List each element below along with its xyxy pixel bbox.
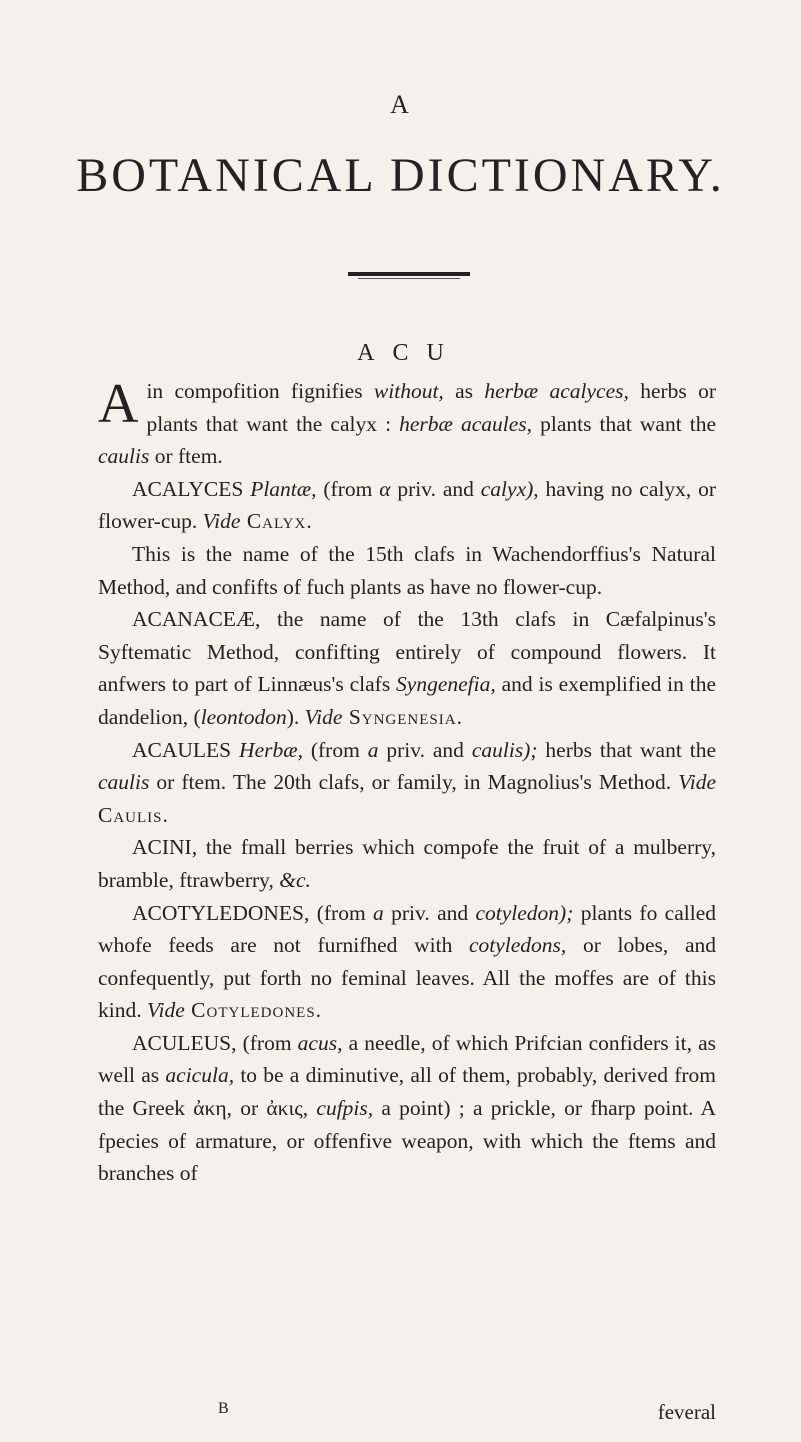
title-rule — [348, 272, 470, 276]
entry-text: plants that want the — [532, 411, 717, 436]
running-head: ACU — [357, 340, 462, 366]
entry-text: priv. and — [378, 737, 472, 762]
entry-text: Vide — [202, 509, 241, 534]
entry-text: calyx), — [480, 476, 539, 501]
entry-text: leontodon — [200, 704, 287, 729]
entry-text: having no calyx, or flower-cup. — [98, 476, 716, 534]
drop-cap: A — [98, 373, 139, 435]
entry-text: priv. and — [390, 476, 481, 501]
entry-text: or ftem. The 20th clafs, or family, in Magnolius's Method. — [149, 770, 679, 795]
entry-text: herbs or plants that want the calyx : — [146, 379, 716, 436]
entry-text: This is the name of the 15th clafs in Wachendorffius's Natural Method, and confifts of fuch plants as have no flower-cup. — [98, 541, 716, 599]
entry-text: Cotyledones. — [184, 998, 323, 1023]
dictionary-entry — [98, 734, 716, 832]
entry-text: Calyx. — [240, 509, 313, 534]
entry-text: ACINI, the fmall berries which compofe the fruit of a mulberry, bramble, ftrawberry, — [98, 835, 716, 892]
entry-text: herbs that want the — [537, 737, 716, 762]
entry-text: ). — [286, 704, 305, 729]
entry-text: ACALYCES — [132, 476, 251, 501]
dictionary-entry — [98, 473, 716, 538]
dictionary-entry — [98, 538, 716, 603]
entry-text: caulis — [98, 444, 150, 469]
dictionary-body — [98, 375, 716, 1190]
entry-text: α — [379, 476, 391, 501]
pretitle: A — [390, 90, 411, 119]
entry-text: &c. — [279, 867, 311, 892]
entry-text: herbæ acalyces, — [484, 379, 629, 403]
entry-text: a — [367, 737, 379, 762]
entry-text: (from — [302, 737, 368, 762]
dictionary-entry — [98, 1027, 716, 1190]
entry-text: to be a diminutive, all of them, probably, derived from the Greek ἀκη, or ἀκις, — [98, 1063, 716, 1121]
entry-text: as — [443, 379, 485, 403]
entry-text: Plantæ, — [250, 476, 317, 501]
title-rule-thin — [358, 278, 460, 279]
entry-text: a needle, of which Prifcian confiders it, as well as — [98, 1030, 716, 1088]
entry-text: and is exemplified in the dandelion, ( — [98, 672, 717, 729]
entry-text: Syngenesia. — [342, 704, 463, 729]
entry-text: Caulis. — [98, 802, 169, 827]
dictionary-entry — [98, 831, 716, 896]
entry-text: herbæ acaules, — [399, 411, 533, 436]
entry-text: plants fo called whofe feeds are not furnifhed with — [98, 900, 717, 958]
page-title: BOTANICAL DICTIONARY. — [76, 149, 725, 202]
entry-text: cotyledon); — [475, 900, 574, 925]
page-footer — [98, 1400, 716, 1430]
entry-text: caulis); — [471, 737, 538, 762]
entry-text: Syngenefia, — [396, 672, 496, 697]
signature-mark: B — [218, 1400, 229, 1417]
entry-text: ACOTYLEDONES, (from — [132, 900, 374, 925]
entry-text: ACAULES — [132, 737, 240, 762]
entry-text: cotyledons, — [468, 933, 567, 958]
entry-text: (from — [316, 476, 380, 501]
entry-text: cufpis, — [316, 1096, 374, 1121]
catchword: feveral — [657, 1400, 716, 1424]
entry-text: Vide — [304, 704, 343, 729]
entry-text: without, — [373, 379, 444, 403]
entry-text: caulis — [98, 770, 150, 795]
entry-text: priv. and — [383, 900, 476, 925]
entry-text: or lobes, and confequently, put forth no feminal leaves. All the moffes are of this kind. — [98, 933, 716, 1023]
entry-text: ACULEUS, (from — [132, 1030, 298, 1055]
entry-text: a — [373, 900, 384, 925]
entry-text: a point) ; a prickle, or fharp point. A fpecies of armature, or offenfive weapon, with which the ftems and branches of — [98, 1096, 716, 1186]
entry-text: Vide — [678, 770, 716, 795]
entry-text: Herbæ, — [239, 737, 303, 762]
entry-text: Vide — [146, 998, 185, 1023]
entry-text: in compofition fignifies — [146, 379, 374, 403]
dictionary-entry — [98, 603, 716, 733]
entry-text: ACANACEÆ, the name of the 13th clafs in Cæfalpinus's Syftematic Method, confifting entirely of compound flowers. It anfwers to part of Linnæus's clafs — [98, 607, 716, 697]
dictionary-entry — [98, 897, 716, 1027]
entry-text: acus, — [297, 1030, 343, 1055]
entry-text: acicula, — [165, 1063, 235, 1088]
dictionary-entry — [98, 375, 716, 473]
entry-text: or ftem. — [149, 444, 223, 469]
